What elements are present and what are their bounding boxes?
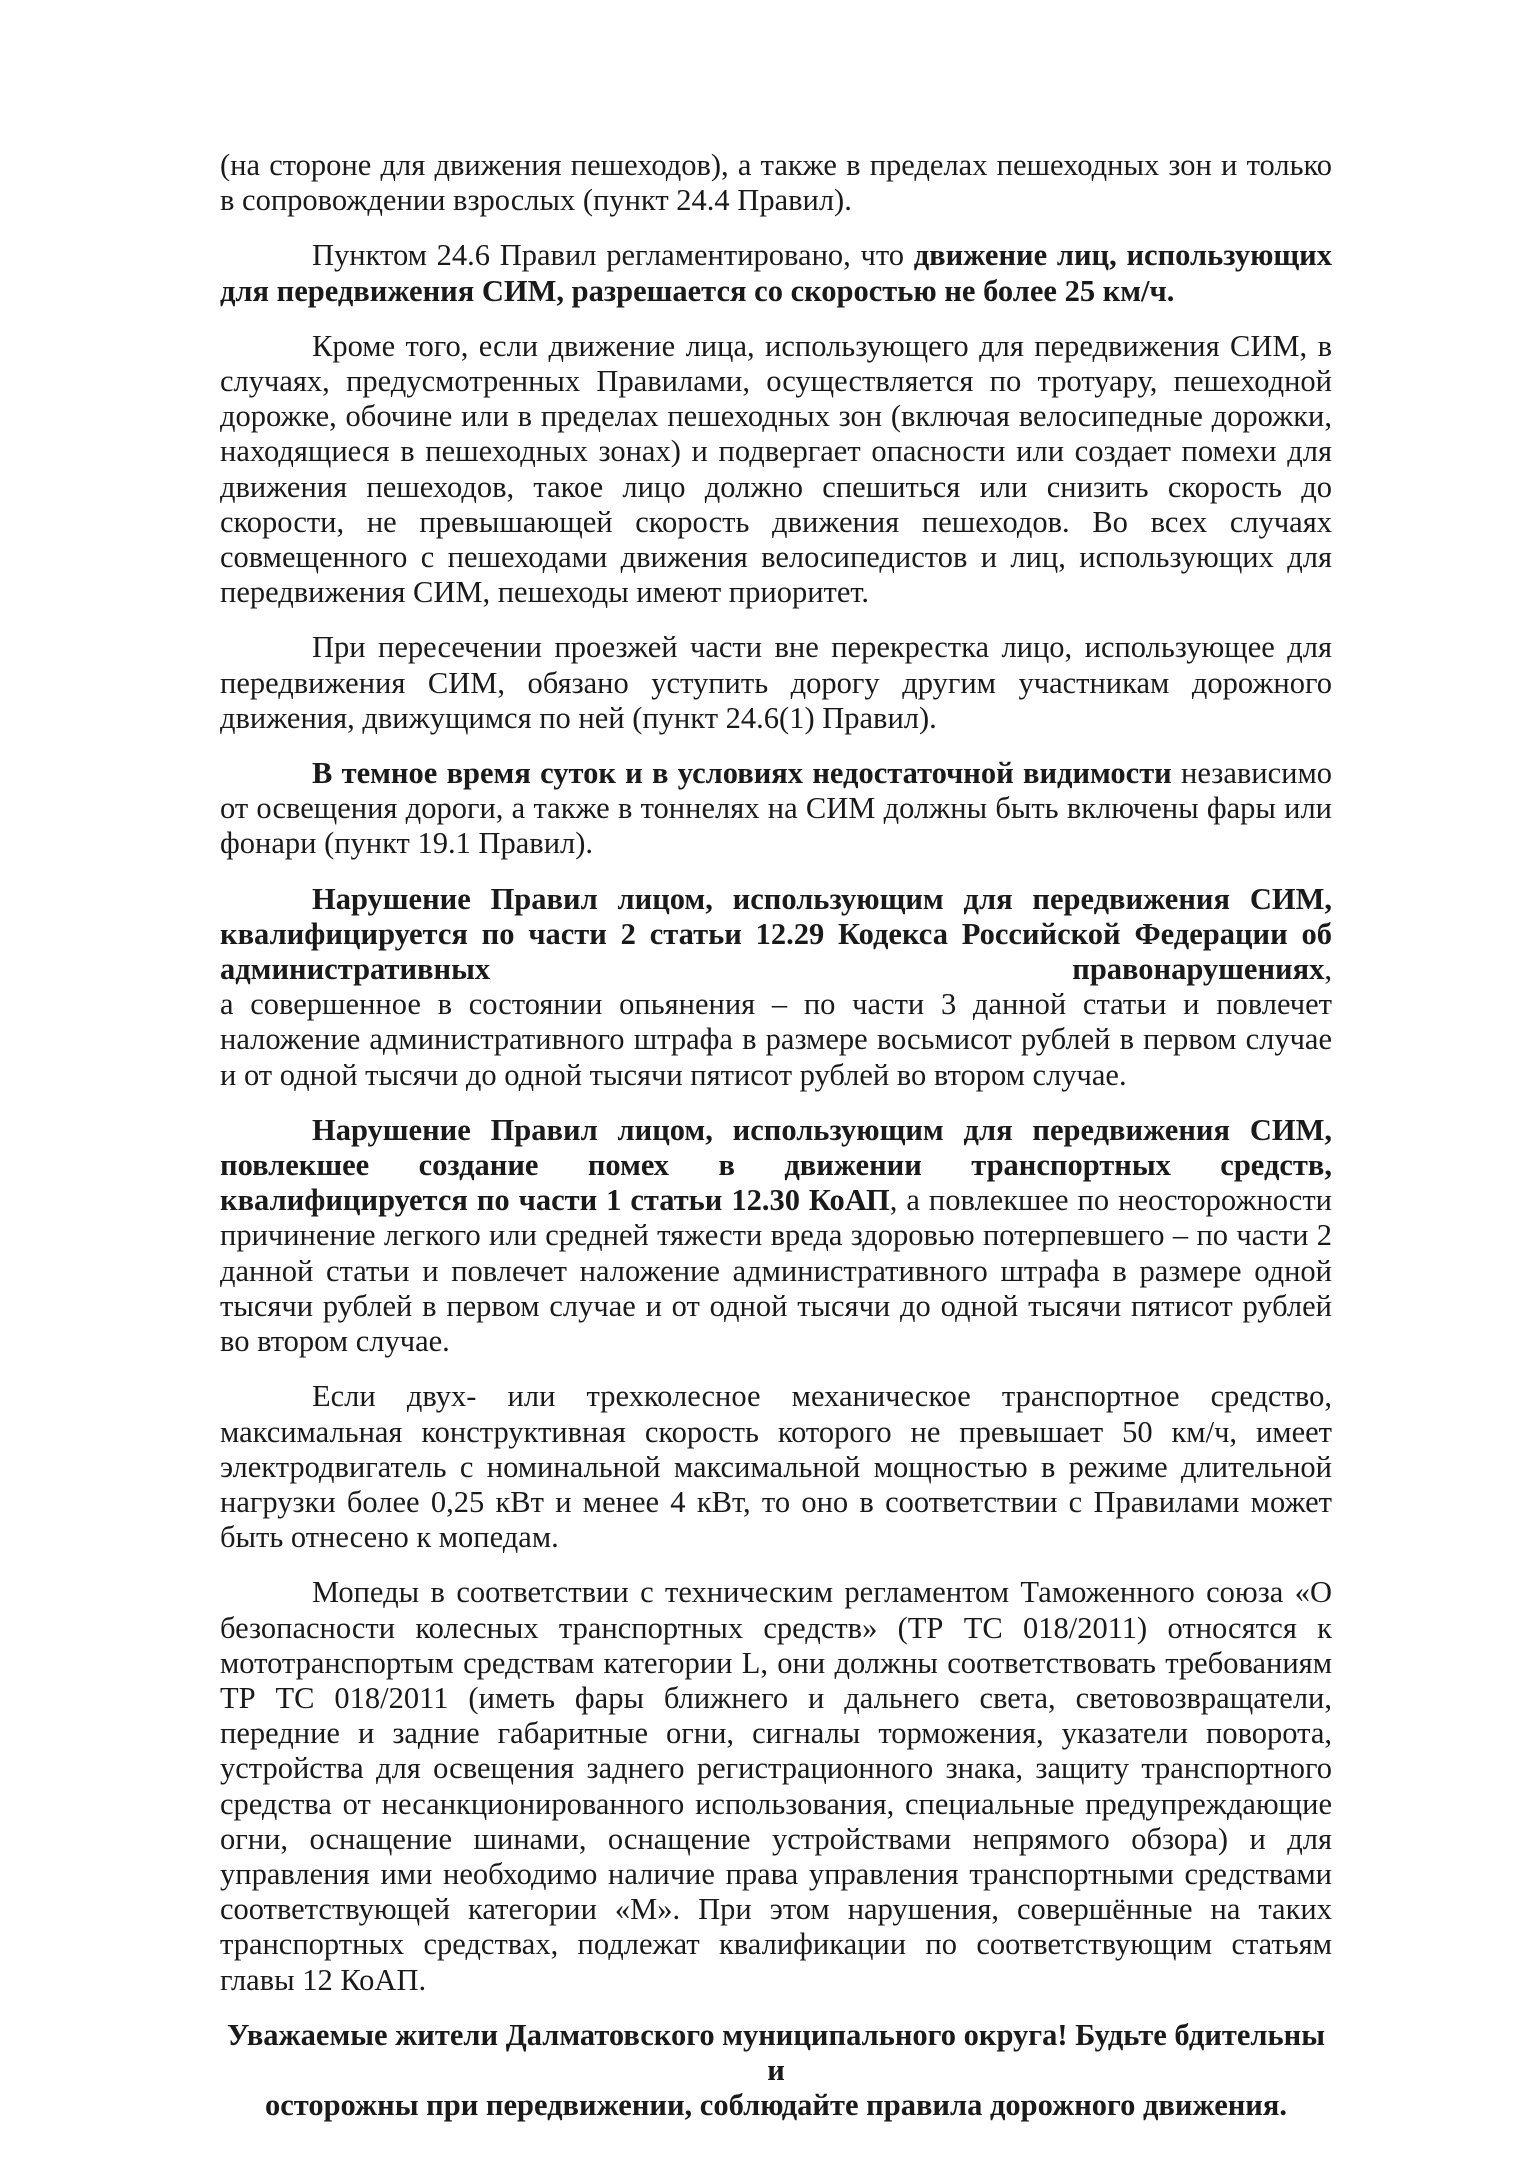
paragraph-sim-age-rules bbox=[220, 148, 1332, 218]
paragraph-violation-12-29 bbox=[220, 882, 1332, 988]
paragraph-bold-text: движение лиц, использующих для передвижения СИМ, разрешается со скоростью не более 25 км/ч. bbox=[220, 238, 1332, 308]
paragraph-text: Пунктом 24.6 Правил регламентировано, что bbox=[312, 238, 914, 273]
paragraph-text: (на стороне для движения пешеходов), а также в пределах пешеходных зон и только в сопровождении взрослых (пункт 24.4 Правил). bbox=[220, 148, 1332, 218]
paragraph-text: , bbox=[1324, 952, 1332, 987]
paragraph-text: независимо от освещения дороги, а также в тоннелях на СИМ должны быть включены фары или фонари (пункт 19.1 Правил). bbox=[220, 756, 1333, 861]
paragraph-bold-text: Нарушение Правил лицом, использующим для передвижения СИМ, повлекшее создание помех в движении транспортных средств, квалифицируется по части 1 статьи 12.30 КоАП bbox=[220, 1112, 1332, 1218]
paragraph-text: , а повлекшее по неосторожности причинение легкого или средней тяжести вреда здоровью потерпевшего – по части 2 данной статьи и повлечет наложение административного штрафа в размере одной тысячи рублей в первом случае и от одной тысячи до одной тысячи пятисот рублей во втором случае. bbox=[220, 1183, 1332, 1359]
paragraph-bold-text: В темное время суток и в условиях недостаточной видимости bbox=[312, 756, 1172, 791]
paragraph-crossing bbox=[220, 630, 1332, 736]
paragraph-text: Кроме того, если движение лица, использующего для передвижения СИМ, в случаях, предусмотренных Правилами, осуществляется по тротуару, пешеходной дорожке, обочине или в пределах пешеходных зон (включая велосипедные дорожки, находящиеся в пешеходных зонах) и подвергает опасности или создает помехи для движения пешеходов, такое лицо должно спешиться или снизить скорость до скорости, не превышающей скорость движения пешеходов. Во всех случаях совмещенного с пешеходами движения велосипедистов и лиц, использующих для передвижения СИМ, пешеходы имеют приоритет. bbox=[220, 328, 1332, 610]
paragraph-text: Если двух- или трехколесное механическое транспортное средство, максимальная конструктивная скорость которого не превышает 50 км/ч, имеет электродвигатель с номинальной максимальной мощностью в режиме длительной нагрузки более 0,25 кВт и менее 4 кВт, то оно в соответствии с Правилами может быть отнесено к мопедам. bbox=[220, 1379, 1332, 1555]
paragraph-violation-12-30 bbox=[220, 1113, 1332, 1359]
paragraph-text: Мопеды в соответствии с техническим регламентом Таможенного союза «О безопасности колесных транспортных средств» (ТР ТС 018/2011) относятся к мототранспортым средствам категории L, они должны соответствовать требованиям ТР ТС 018/2011 (иметь фары ближнего и дальнего света, световозвращатели, передние и задние габаритные огни, сигналы торможения, указатели поворота, устройства для освещения заднего регистрационного знака, защиту транспортного средства от несанкционированного использования, специальные предупреждающие огни, оснащение шинами, оснащение устройствами непрямого обзора) и для управления ими необходимо наличие права управления транспортными средствами соответствующей категории «М». При этом нарушения, совершённые на таких транспортных средствах, подлежат квалификации по соответствующим статьям главы 12 КоАП. bbox=[220, 1575, 1332, 1997]
paragraph-text: При пересечении проезжей части вне перекрестка лицо, использующее для передвижения СИМ, обязано уступить дорогу другим участникам дорожного движения, движущимся по ней (пункт 24.6(1) Правил). bbox=[220, 630, 1332, 735]
paragraph-moped-definition bbox=[220, 1379, 1332, 1555]
closing-line-2: осторожны при передвижении, соблюдайте правила дорожного движения. bbox=[264, 2088, 1288, 2123]
paragraph-night-lights bbox=[220, 756, 1332, 862]
closing-line-1: Уважаемые жители Далматовского муниципального округа! Будьте бдительны и bbox=[226, 2017, 1326, 2087]
paragraph-violation-12-29-continued bbox=[220, 987, 1332, 1093]
paragraph-text: а совершенное в состоянии опьянения – по части 3 данной статьи и повлечет наложение административного штрафа в размере восьмисот рублей в первом случае и от одной тысячи до одной тысячи пятисот рублей во втором случае. bbox=[220, 987, 1332, 1092]
paragraph-speed-limit bbox=[220, 238, 1332, 308]
paragraph-bold-text: Нарушение Правил лицом, использующим для передвижения СИМ, квалифицируется по части 2 статьи 12.29 Кодекса Российской Федерации об административных правонарушениях bbox=[220, 881, 1332, 987]
paragraph-pedestrian-priority bbox=[220, 329, 1332, 611]
paragraph-moped-requirements bbox=[220, 1575, 1332, 1997]
closing-appeal bbox=[220, 2018, 1332, 2124]
document-page bbox=[220, 148, 1332, 2143]
